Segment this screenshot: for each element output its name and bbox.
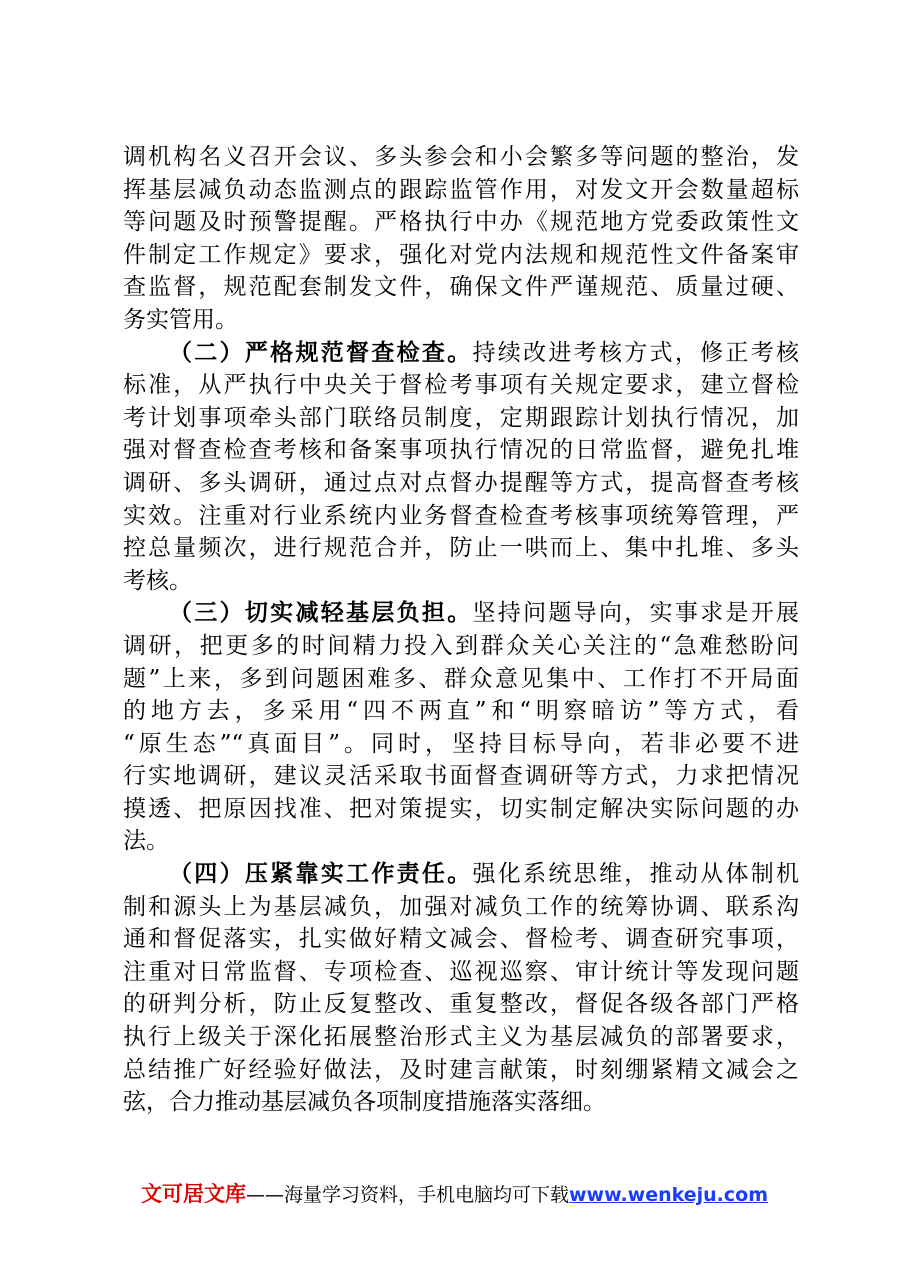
text-line: 务实管用。 <box>123 306 238 333</box>
text-line: 法。 <box>123 828 169 855</box>
text-line: 的研判分析，防止反复整改、重复整改，督促各级各部门严格 <box>123 991 799 1018</box>
text-line: 标准，从严执行中央关于督检考事项有关规定要求，建立督检 <box>123 372 799 399</box>
section-4-first-line <box>123 858 799 891</box>
text-line: 总结推广好经验好做法，及时建言献策，时刻绷紧精文减会之 <box>123 1056 799 1083</box>
document-body <box>123 141 799 1119</box>
footer-slogan: 海量学习资料，手机电脑均可下载 <box>283 1184 569 1206</box>
text-line: 调研、多头调研，通过点对点督办提醒等方式，提高督查考核 <box>123 469 799 496</box>
text-line: 控总量频次，进行规范合并，防止一哄而上、集中扎堆、多头 <box>123 535 799 562</box>
section-2-lead: 持续改进考核方式，修正考核 <box>472 339 800 366</box>
text-line: 行实地调研，建议灵活采取书面督查调研等方式，力求把情况 <box>123 763 799 790</box>
section-4-lead: 强化系统思维，推动从体制机 <box>472 861 800 888</box>
section-3-heading: （三）切实减轻基层负担。 <box>169 599 473 627</box>
footer-url-link[interactable]: www.wenkeju.com <box>569 1184 769 1206</box>
footer-banner <box>0 1180 909 1209</box>
text-line: 的地方去，多采用“四不两直”和“明察暗访”等方式，看 <box>123 698 799 725</box>
text-line: 强对督查检查考核和备案事项执行情况的日常监督，避免扎堆 <box>123 437 799 464</box>
text-line: 通和督促落实，扎实做好精文减会、督检考、调查研究事项， <box>123 926 799 953</box>
text-line: 注重对日常监督、专项检查、巡视巡察、审计统计等发现问题 <box>123 958 799 985</box>
section-4-heading: （四）压紧靠实工作责任。 <box>169 860 473 888</box>
section-3-first-line <box>123 597 799 630</box>
text-line: 查监督，规范配套制发文件，确保文件严谨规范、质量过硬、 <box>123 274 799 301</box>
section-2-heading: （二）严格规范督查检查。 <box>169 338 473 366</box>
text-line: 考核。 <box>123 567 192 594</box>
text-line: 弦，合力推动基层减负各项制度措施落实落细。 <box>123 1089 606 1116</box>
section-2-first-line <box>123 337 799 370</box>
text-line: 实效。注重对行业系统内业务督查检查考核事项统筹管理，严 <box>123 502 799 529</box>
text-line: 等问题及时预警提醒。严格执行中办《规范地方党委政策性文 <box>123 209 799 236</box>
footer-brand: 文可居文库 <box>140 1182 246 1206</box>
text-line: 调研，把更多的时间精力投入到群众关心关注的“急难愁盼问 <box>123 632 799 659</box>
text-line: 摸透、把原因找准、把对策提实，切实制定解决实际问题的办 <box>123 795 799 822</box>
footer-dash: —— <box>245 1184 284 1206</box>
section-3-lead: 坚持问题导向，实事求是开展 <box>472 600 800 627</box>
text-line: “原生态”“真面目”。同时，坚持目标导向，若非必要不进 <box>123 730 799 757</box>
text-line: 考计划事项牵头部门联络员制度，定期跟踪计划执行情况，加 <box>123 404 799 431</box>
text-line: 题”上来，多到问题困难多、群众意见集中、工作打不开局面 <box>123 665 799 692</box>
text-line: 件制定工作规定》要求，强化对党内法规和规范性文件备案审 <box>123 241 799 268</box>
text-line: 执行上级关于深化拓展整治形式主义为基层减负的部署要求， <box>123 1024 799 1051</box>
text-line: 制和源头上为基层减负，加强对减负工作的统筹协调、联系沟 <box>123 893 799 920</box>
text-line: 挥基层减负动态监测点的跟踪监管作用，对发文开会数量超标 <box>123 176 799 203</box>
text-line: 调机构名义召开会议、多头参会和小会繁多等问题的整治，发 <box>123 144 799 170</box>
